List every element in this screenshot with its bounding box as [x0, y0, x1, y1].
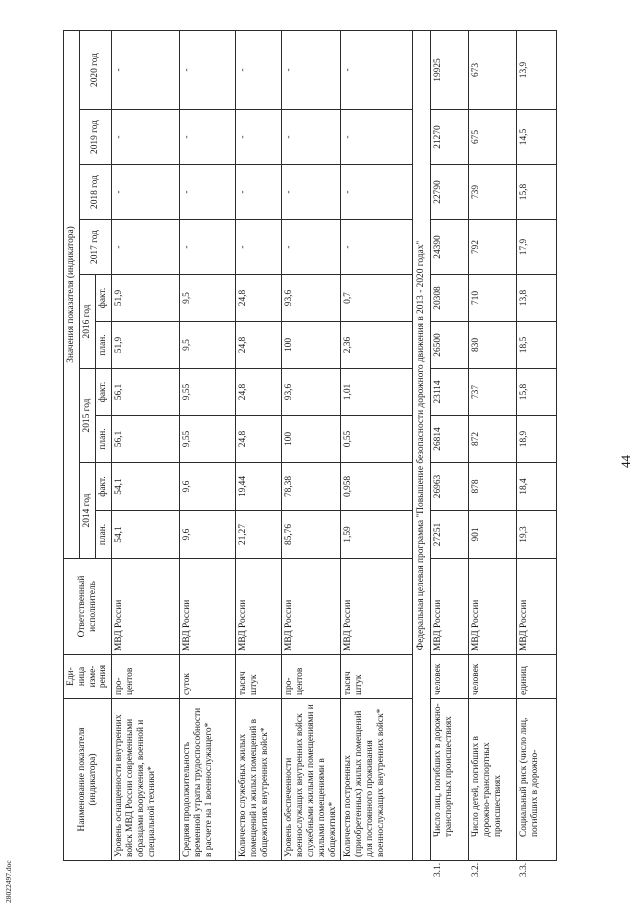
value-cell: 737: [469, 369, 517, 416]
value-cell: -: [282, 220, 341, 275]
table-row: [431, 30, 469, 860]
value-cell: 22790: [431, 165, 469, 220]
value-cell: 0,55: [341, 416, 413, 463]
header-year-2016: 2016 год: [79, 275, 96, 369]
row-number: 3.2.: [471, 862, 482, 877]
value-cell: 51,9: [112, 322, 180, 369]
value-cell: -: [112, 30, 180, 109]
header-2015-plan: план.: [96, 416, 112, 463]
unit-cell: про-центов: [112, 655, 180, 699]
unit-cell: тысяч штук: [341, 655, 413, 699]
value-cell: 19,3: [517, 511, 557, 559]
header-values-group: Значения показателя (индикатора): [64, 30, 80, 558]
value-cell: 13,9: [517, 30, 557, 109]
indicator-text: Уровень оснащенности внутренних войск МВД России современными образцами вооружения, военной и специальной техники*: [114, 714, 157, 857]
unit-cell: суток: [180, 655, 236, 699]
value-cell: 13,8: [517, 275, 557, 322]
indicator-text: Число лиц, погибших в дорожно-транспортных происшествиях: [433, 703, 454, 837]
file-id: 28022497.doc: [4, 860, 13, 903]
value-cell: 9,55: [180, 369, 236, 416]
header-2014-fact: факт.: [96, 463, 112, 511]
value-cell: -: [341, 110, 413, 165]
value-cell: 14,5: [517, 110, 557, 165]
executor-cell: МВД России: [112, 559, 180, 655]
value-cell: 739: [469, 165, 517, 220]
value-cell: 93,6: [282, 369, 341, 416]
executor-cell: МВД России: [282, 559, 341, 655]
table-row: [517, 30, 557, 860]
value-cell: 878: [469, 463, 517, 511]
value-cell: 19925: [431, 30, 469, 109]
value-cell: 27251: [431, 511, 469, 559]
unit-cell: единиц: [517, 655, 557, 699]
value-cell: 54,1: [112, 463, 180, 511]
value-cell: 26963: [431, 463, 469, 511]
indicator-text: Число детей, погибших в дорожно-транспортных происшествиях: [471, 736, 503, 837]
table-row: [341, 30, 413, 860]
value-cell: -: [341, 220, 413, 275]
value-cell: -: [282, 30, 341, 109]
value-cell: -: [282, 110, 341, 165]
executor-cell: МВД России: [431, 559, 469, 655]
value-cell: 51,9: [112, 275, 180, 322]
header-2016-fact: факт.: [96, 275, 112, 322]
value-cell: -: [236, 30, 282, 109]
executor-cell: МВД России: [180, 559, 236, 655]
indicator-cell: [469, 699, 517, 877]
header-year-2020: 2020 год: [79, 30, 111, 109]
indicator-text: Социальный риск (число лиц, погибших в дорожно-: [519, 717, 540, 837]
value-cell: 100: [282, 322, 341, 369]
value-cell: 23114: [431, 369, 469, 416]
value-cell: 9,5: [180, 322, 236, 369]
value-cell: 1,59: [341, 511, 413, 559]
value-cell: 19,44: [236, 463, 282, 511]
value-cell: 9,5: [180, 275, 236, 322]
indicator-cell: [112, 699, 180, 861]
header-year-2019: 2019 год: [79, 110, 111, 165]
section-title: Федеральная целевая программа "Повышение безопасности дорожного движения в 2013 - 2020 годах": [413, 30, 431, 860]
value-cell: -: [112, 220, 180, 275]
value-cell: 56,1: [112, 369, 180, 416]
indicators-table: [63, 30, 557, 877]
indicator-text: Количество служебных жилых помещений и жилых помещений в общежитиях внутренних войск*: [238, 718, 270, 857]
value-cell: 9,6: [180, 511, 236, 559]
value-cell: -: [112, 165, 180, 220]
indicator-cell: [282, 699, 341, 861]
value-cell: 24390: [431, 220, 469, 275]
indicator-text: Уровень обеспеченности военнослужащих внутренних войск служебными жилыми помещениями и жилыми помещениями в общежитиях*: [284, 704, 338, 857]
indicator-cell: [341, 699, 413, 861]
value-cell: -: [282, 165, 341, 220]
header-year-2014: 2014 год: [79, 463, 96, 559]
value-cell: 78,38: [282, 463, 341, 511]
value-cell: -: [341, 30, 413, 109]
header-indicator: Наименование показателя (индикатора): [64, 699, 112, 861]
row-number: 3.1.: [433, 862, 444, 877]
value-cell: 18,9: [517, 416, 557, 463]
section-row: [413, 30, 431, 860]
value-cell: -: [236, 110, 282, 165]
value-cell: -: [236, 220, 282, 275]
unit-cell: человек: [469, 655, 517, 699]
value-cell: 93,6: [282, 275, 341, 322]
value-cell: -: [180, 30, 236, 109]
value-cell: 9,55: [180, 416, 236, 463]
value-cell: -: [180, 165, 236, 220]
value-cell: 24,8: [236, 369, 282, 416]
value-cell: 872: [469, 416, 517, 463]
unit-cell: тысяч штук: [236, 655, 282, 699]
value-cell: -: [112, 110, 180, 165]
table-row: [112, 30, 180, 860]
value-cell: 901: [469, 511, 517, 559]
table-row: [469, 30, 517, 860]
value-cell: 20308: [431, 275, 469, 322]
value-cell: 100: [282, 416, 341, 463]
value-cell: 85,76: [282, 511, 341, 559]
value-cell: 0,7: [341, 275, 413, 322]
value-cell: 15,8: [517, 369, 557, 416]
indicator-text: Количество построенных (приобретенных) жилых помещений для постоянного проживания военнослужащих внутренних войск*: [343, 708, 386, 857]
indicator-cell: [180, 699, 236, 861]
executor-cell: МВД России: [469, 559, 517, 655]
header-2015-fact: факт.: [96, 369, 112, 416]
executor-cell: МВД России: [236, 559, 282, 655]
header-2014-plan: план.: [96, 511, 112, 559]
unit-cell: человек: [431, 655, 469, 699]
value-cell: 24,8: [236, 322, 282, 369]
value-cell: 24,8: [236, 416, 282, 463]
value-cell: 830: [469, 322, 517, 369]
indicator-cell: [236, 699, 282, 861]
table-row: [236, 30, 282, 860]
indicator-text: Средняя продолжительность временной утраты трудоспособности в расчете на 1 военнослужащего*: [182, 707, 214, 857]
unit-cell: про-центов: [282, 655, 341, 699]
header-year-2015: 2015 год: [79, 369, 96, 463]
header-executor: Ответственный исполнитель: [64, 559, 112, 655]
value-cell: 15,8: [517, 165, 557, 220]
value-cell: 675: [469, 110, 517, 165]
value-cell: 17,9: [517, 220, 557, 275]
executor-cell: МВД России: [341, 559, 413, 655]
row-number: 3.3.: [519, 862, 530, 877]
page-number: 44: [618, 455, 633, 468]
value-cell: -: [180, 220, 236, 275]
value-cell: 21,27: [236, 511, 282, 559]
value-cell: -: [180, 110, 236, 165]
value-cell: 9,6: [180, 463, 236, 511]
value-cell: 18,5: [517, 322, 557, 369]
value-cell: 2,36: [341, 322, 413, 369]
value-cell: 26500: [431, 322, 469, 369]
value-cell: 18,4: [517, 463, 557, 511]
value-cell: 710: [469, 275, 517, 322]
header-2016-plan: план.: [96, 322, 112, 369]
value-cell: 673: [469, 30, 517, 109]
value-cell: 26814: [431, 416, 469, 463]
header-year-2017: 2017 год: [79, 220, 111, 275]
header-unit: Еди-ница изме-рения: [64, 655, 112, 699]
indicator-cell: [517, 699, 557, 877]
table-row: [180, 30, 236, 860]
header-year-2018: 2018 год: [79, 165, 111, 220]
value-cell: 21270: [431, 110, 469, 165]
indicator-cell: [431, 699, 469, 877]
value-cell: 1,01: [341, 369, 413, 416]
header-row-1: [64, 30, 80, 860]
table-row: [282, 30, 341, 860]
value-cell: 56,1: [112, 416, 180, 463]
value-cell: -: [341, 165, 413, 220]
value-cell: 54,1: [112, 511, 180, 559]
value-cell: 0,958: [341, 463, 413, 511]
executor-cell: МВД России: [517, 559, 557, 655]
value-cell: -: [236, 165, 282, 220]
value-cell: 24,8: [236, 275, 282, 322]
value-cell: 792: [469, 220, 517, 275]
